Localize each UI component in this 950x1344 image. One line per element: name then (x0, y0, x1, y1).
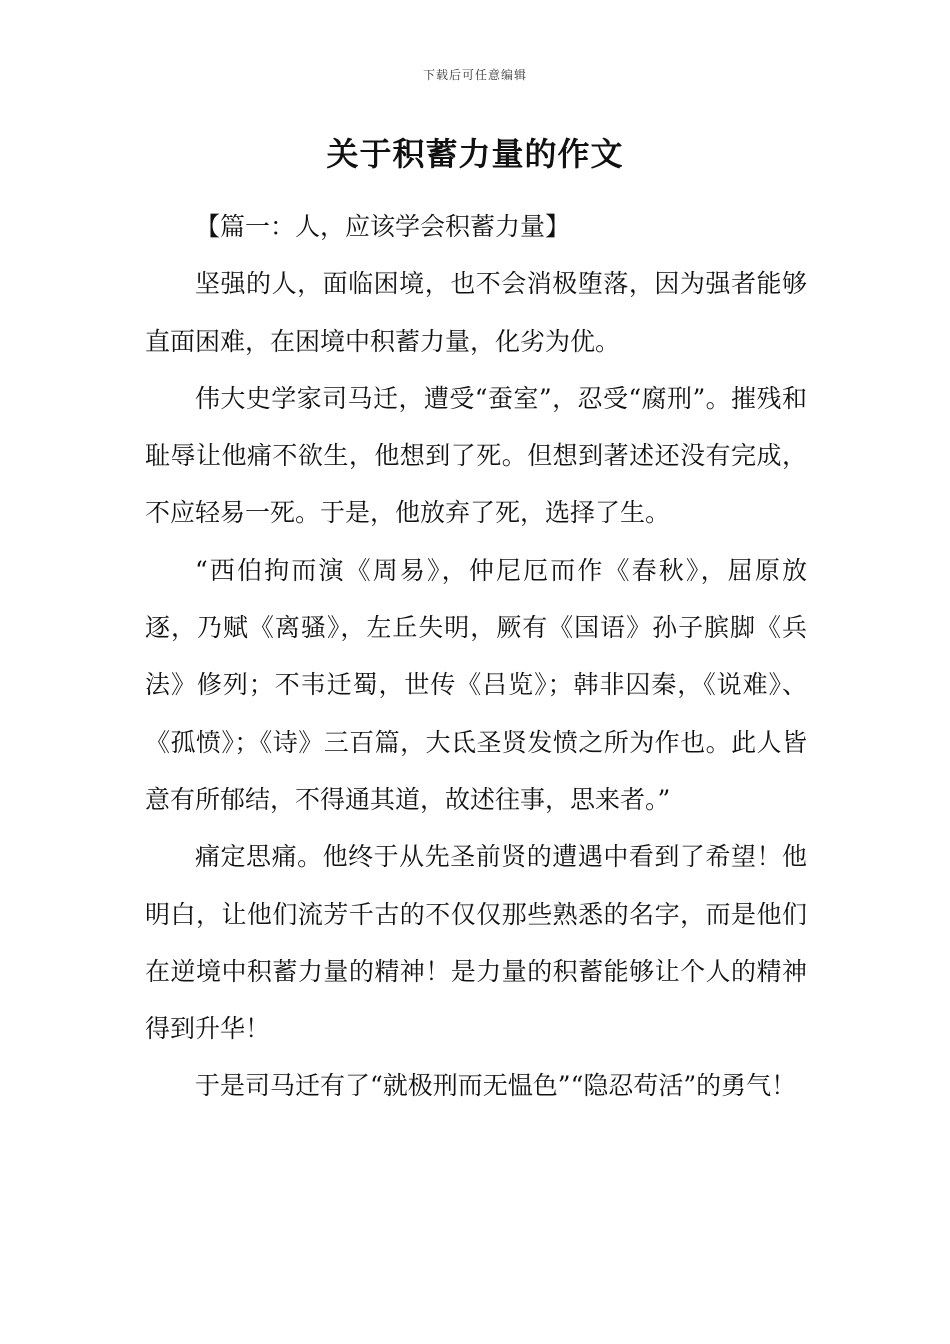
paragraph-4: 痛定思痛。他终于从先圣前贤的遭遇中看到了希望！他明白，让他们流芳千古的不仅仅那些熟悉的名字，而是他们在逆境中积蓄力量的精神！是力量的积蓄能够让个人的精神得到升华！ (145, 842, 807, 1044)
paragraph-3: “西伯拘而演《周易》，仲尼厄而作《春秋》，屈原放逐，乃赋《离骚》，左丘失明，厥有《国语》孙子膑脚《兵法》修列；不韦迁蜀，世传《吕览》；韩非囚秦，《说难》、《孤愤》；《诗》三百篇，大氐圣贤发愤之所为作也。此人皆意有所郁结，不得通其道，故述往事，思来者。” (145, 555, 807, 814)
paragraph-2: 伟大史学家司马迁，遭受“蚕室”，忍受“腐刑”。摧残和耻辱让他痛不欲生，他想到了死。但想到著述还没有完成，不应轻易一死。于是，他放弃了死，选择了生。 (145, 383, 807, 528)
paragraph-1: 坚强的人，面临困境，也不会消极堕落，因为强者能够直面困难，在困境中积蓄力量，化劣为优。 (145, 269, 807, 356)
header-note: 下载后可任意编辑 (422, 68, 527, 82)
paragraph-5: 于是司马迁有了“就极刑而无愠色”“隐忍苟活”的勇气！ (195, 1071, 797, 1101)
document-title: 关于积蓄力量的作文 (326, 135, 624, 173)
section-heading: 【篇一：人，应该学会积蓄力量】 (195, 212, 571, 241)
document-body (145, 198, 807, 1115)
